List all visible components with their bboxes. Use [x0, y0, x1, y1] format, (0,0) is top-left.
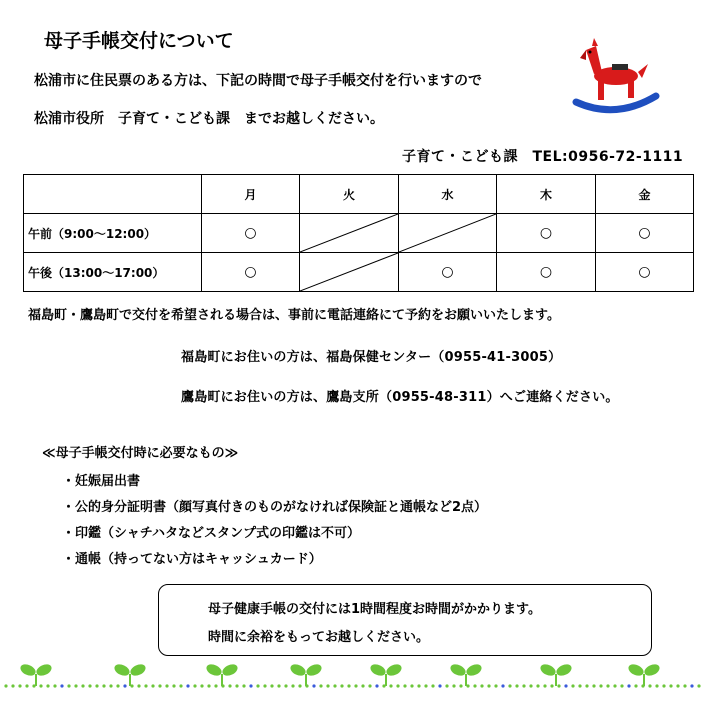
day-header: 水: [399, 175, 497, 214]
sprout-icon: [113, 662, 148, 686]
border-dot: [263, 684, 266, 687]
border-dot: [564, 684, 567, 687]
border-dot: [627, 684, 630, 687]
schedule-table: [23, 174, 694, 292]
border-dot: [11, 684, 14, 687]
border-dot: [676, 684, 679, 687]
schedule-corner-cell: [24, 175, 202, 214]
note-line-2: 時間に余裕をもってお越しください。: [208, 630, 430, 645]
border-dot: [123, 684, 126, 687]
border-dot: [172, 684, 175, 687]
border-dot: [368, 684, 371, 687]
border-dot: [669, 684, 672, 687]
availability-cell: ○: [202, 214, 300, 253]
border-dot: [620, 684, 623, 687]
border-dot: [613, 684, 616, 687]
note-box: [158, 584, 652, 656]
sprout-icon: [539, 662, 574, 686]
page-title: 母子手帳交付について: [44, 30, 234, 52]
border-dot: [494, 684, 497, 687]
border-dot: [571, 684, 574, 687]
availability-cell: ○: [596, 214, 694, 253]
requirements-heading: ≪母子手帳交付時に必要なもの≫: [42, 446, 239, 461]
availability-cell: ○: [596, 253, 694, 292]
table-row: [24, 214, 694, 253]
border-dot: [543, 684, 546, 687]
border-dot: [116, 684, 119, 687]
border-dot: [53, 684, 56, 687]
closed-slash: [300, 253, 398, 291]
border-dot: [515, 684, 518, 687]
border-dot: [634, 684, 637, 687]
list-item: ・公的身分証明書（顔写真付きのものがなければ保険証と通帳など2点）: [62, 500, 488, 515]
day-header: 木: [497, 175, 596, 214]
border-dot: [151, 684, 154, 687]
reservation-notice: 福島町・鷹島町で交付を希望される場合は、事前に電話連絡にて予約をお願いいたします。: [28, 308, 560, 323]
border-dot: [158, 684, 161, 687]
border-dot: [431, 684, 434, 687]
border-dot: [60, 684, 63, 687]
border-dot: [312, 684, 315, 687]
intro-line-2: 松浦市役所 子育て・こども課 までお越しください。: [34, 111, 384, 127]
closed-cell: [300, 253, 399, 292]
border-dot: [109, 684, 112, 687]
border-dot: [599, 684, 602, 687]
border-dot: [256, 684, 259, 687]
border-dot: [347, 684, 350, 687]
border-dot: [39, 684, 42, 687]
border-dot: [333, 684, 336, 687]
border-dot: [389, 684, 392, 687]
border-dot: [487, 684, 490, 687]
border-dot: [88, 684, 91, 687]
border-dot: [95, 684, 98, 687]
border-dot: [578, 684, 581, 687]
border-dot: [284, 684, 287, 687]
border-dot: [137, 684, 140, 687]
border-dot: [445, 684, 448, 687]
contact-info: 子育て・こども課 TEL:0956-72-1111: [402, 149, 684, 165]
border-dot: [179, 684, 182, 687]
closed-slash: [300, 214, 398, 252]
border-dot: [396, 684, 399, 687]
border-dot: [417, 684, 420, 687]
sprout-border: [0, 660, 705, 700]
border-dot: [655, 684, 658, 687]
takashima-contact: 鷹島町にお住いの方は、鷹島支所（0955-48-311）へご連絡ください。: [181, 390, 619, 405]
list-item: ・印鑑（シャチハタなどスタンプ式の印鑑は不可）: [62, 526, 360, 541]
border-dot: [473, 684, 476, 687]
border-dot: [424, 684, 427, 687]
border-dot: [4, 684, 7, 687]
border-dot: [81, 684, 84, 687]
border-dot: [144, 684, 147, 687]
border-dot: [403, 684, 406, 687]
border-dot: [697, 684, 700, 687]
sprout-icon: [449, 662, 484, 686]
border-dot: [550, 684, 553, 687]
fukushima-contact: 福島町にお住いの方は、福島保健センター（0955-41-3005）: [181, 350, 562, 365]
border-dot: [662, 684, 665, 687]
border-dot: [228, 684, 231, 687]
border-dot: [459, 684, 462, 687]
border-dot: [592, 684, 595, 687]
border-dot: [585, 684, 588, 687]
table-row: [24, 253, 694, 292]
closed-slash: [399, 214, 496, 252]
border-dot: [606, 684, 609, 687]
border-dot: [536, 684, 539, 687]
day-header: 月: [202, 175, 300, 214]
border-dot: [200, 684, 203, 687]
border-dot: [501, 684, 504, 687]
border-dot: [375, 684, 378, 687]
border-dot: [277, 684, 280, 687]
rocking-horse-icon: [572, 36, 660, 120]
availability-cell: ○: [202, 253, 300, 292]
sprout-icon: [205, 662, 240, 686]
sprout-icon: [19, 662, 54, 686]
border-dot: [557, 684, 560, 687]
border-dot: [25, 684, 28, 687]
border-dot: [298, 684, 301, 687]
border-dot: [186, 684, 189, 687]
border-dot: [214, 684, 217, 687]
border-dot: [340, 684, 343, 687]
border-dot: [508, 684, 511, 687]
note-line-1: 母子健康手帳の交付には1時間程度お時間がかかります。: [208, 602, 542, 617]
border-dot: [683, 684, 686, 687]
border-dot: [291, 684, 294, 687]
sprout-icon: [627, 662, 662, 686]
row-label: 午後（13:00～17:00）: [24, 253, 202, 292]
availability-cell: ○: [497, 214, 596, 253]
border-dot: [648, 684, 651, 687]
border-dot: [242, 684, 245, 687]
border-dot: [67, 684, 70, 687]
border-dot: [522, 684, 525, 687]
border-dot: [235, 684, 238, 687]
border-dot: [207, 684, 210, 687]
border-dot: [690, 684, 693, 687]
border-dot: [249, 684, 252, 687]
row-label: 午前（9:00～12:00）: [24, 214, 202, 253]
border-dot: [438, 684, 441, 687]
sprout-icon: [289, 662, 324, 686]
border-dot: [74, 684, 77, 687]
availability-cell: ○: [497, 253, 596, 292]
border-dot: [102, 684, 105, 687]
list-item: ・妊娠届出書: [62, 474, 141, 489]
border-dot: [326, 684, 329, 687]
border-dot: [270, 684, 273, 687]
border-dot: [480, 684, 483, 687]
border-dot: [529, 684, 532, 687]
border-dot: [319, 684, 322, 687]
availability-cell: ○: [399, 253, 497, 292]
list-item: ・通帳（持ってない方はキャッシュカード）: [62, 552, 322, 567]
day-header: 火: [300, 175, 399, 214]
day-header: 金: [596, 175, 694, 214]
border-dot: [452, 684, 455, 687]
border-dot: [361, 684, 364, 687]
border-dot: [18, 684, 21, 687]
closed-cell: [300, 214, 399, 253]
border-dot: [193, 684, 196, 687]
intro-line-1: 松浦市に住民票のある方は、下記の時間で母子手帳交付を行いますので: [34, 73, 482, 89]
schedule-header-row: [24, 175, 694, 214]
border-dot: [46, 684, 49, 687]
border-dot: [165, 684, 168, 687]
sprout-icon: [369, 662, 404, 686]
closed-cell: [399, 214, 497, 253]
border-dot: [354, 684, 357, 687]
border-dot: [410, 684, 413, 687]
